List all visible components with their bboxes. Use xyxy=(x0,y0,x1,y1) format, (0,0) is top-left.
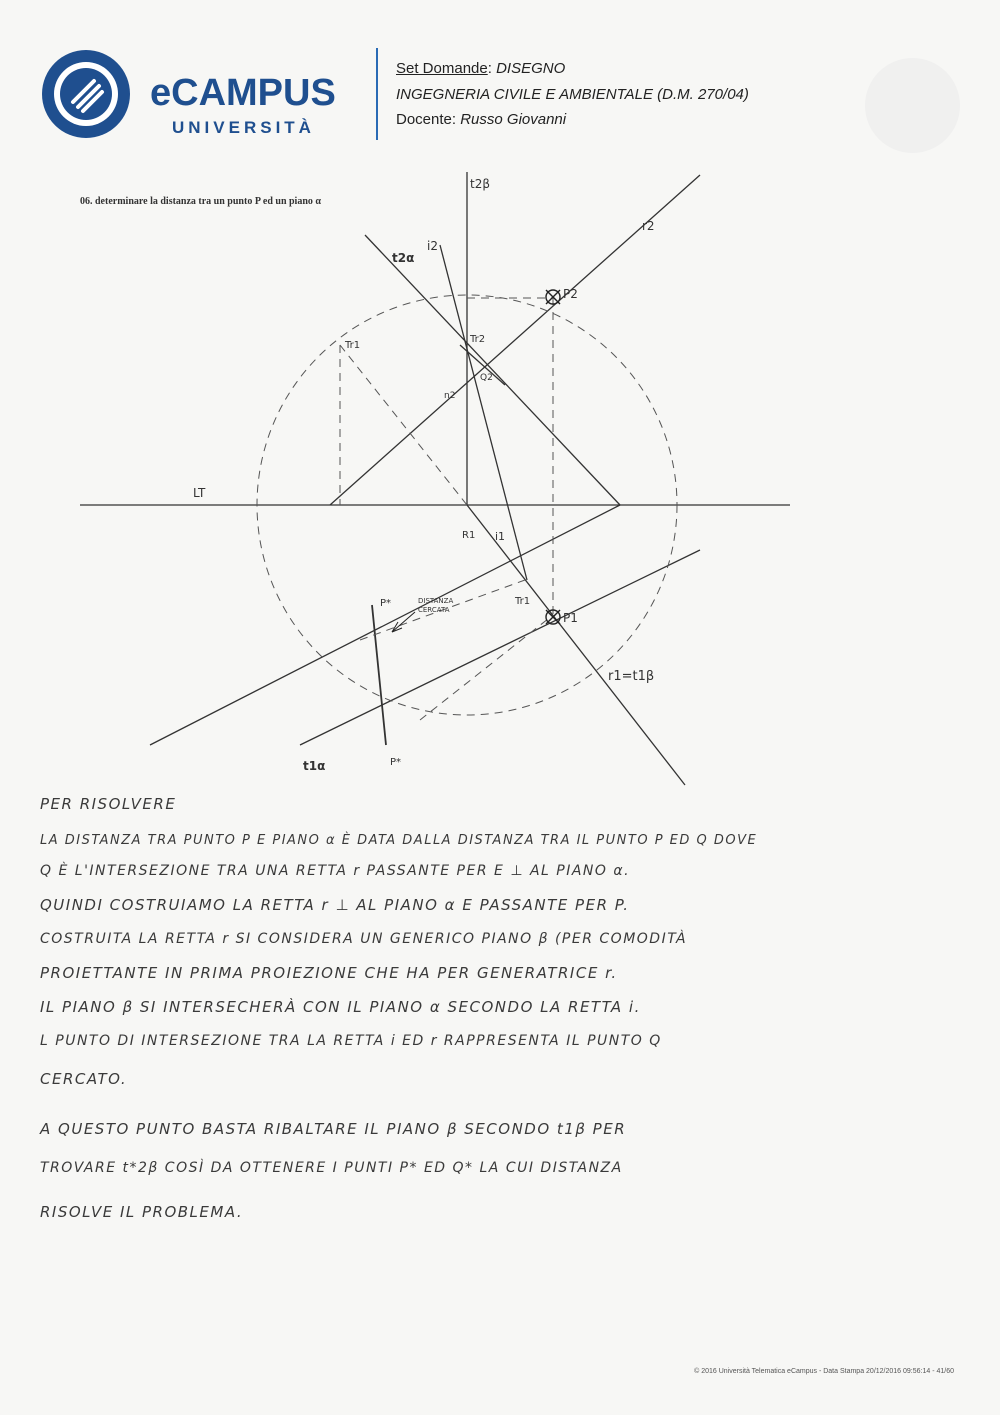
hand-line-1: LA DISTANZA TRA PUNTO P E PIANO α È DATA DALLA DISTANZA TRA IL PUNTO P ED Q DOVE xyxy=(40,833,758,848)
hand-line-3: QUINDI COSTRUIAMO LA RETTA r ⊥ AL PIANO α E PASSANTE PER P. xyxy=(40,896,630,914)
course-text: INGEGNERIA CIVILE E AMBIENTALE (D.M. 270/04) xyxy=(396,86,749,103)
r1-line xyxy=(467,505,685,785)
tr-rotation xyxy=(340,345,467,505)
label-p2: P2 xyxy=(563,287,578,301)
dashed-link-2 xyxy=(420,615,553,720)
hand-line-11: RISOLVE IL PROBLEMA. xyxy=(40,1203,244,1221)
label-p1: P1 xyxy=(563,611,578,625)
label-p-star: P* xyxy=(380,598,392,609)
parallel-line xyxy=(300,550,700,745)
label-r1-t1b: r1=t1β xyxy=(608,669,655,684)
hand-line-5: PROIETTANTE IN PRIMA PROIEZIONE CHE HA PER GENERATRICE r. xyxy=(40,964,618,982)
hand-line-4: COSTRUITA LA RETTA r SI CONSIDERA UN GENERICO PIANO β (PER COMODITÀ xyxy=(40,931,688,947)
label-p-star-low: P* xyxy=(390,757,402,768)
label-i2: i2 xyxy=(427,239,438,253)
set-label: Set Domande xyxy=(396,60,488,77)
hand-line-7: L PUNTO DI INTERSEZIONE TRA LA RETTA i ED r RAPPRESENTA IL PUNTO Q xyxy=(40,1033,662,1049)
hand-line-2: Q È L'INTERSEZIONE TRA UNA RETTA r PASSANTE PER E ⊥ AL PIANO α. xyxy=(40,863,631,879)
hand-line-10: TROVARE t*2β COSÌ DA OTTENERE I PUNTI P* ED Q* LA CUI DISTANZA xyxy=(40,1160,623,1176)
label-tr2: Tr2 xyxy=(470,334,486,345)
i2-line xyxy=(440,245,527,580)
t1alpha-line xyxy=(150,505,620,745)
label-distance-2: CERCATA xyxy=(418,606,450,614)
teacher-value: Russo Giovanni xyxy=(460,111,567,128)
hand-line-9: A QUESTO PUNTO BASTA RIBALTARE IL PIANO β SECONDO t1β PER xyxy=(40,1120,627,1138)
hand-line-8: CERCATO. xyxy=(40,1070,128,1088)
label-r1-small: R1 xyxy=(462,530,476,541)
question-text: 06. determinare la distanza tra un punto P ed un piano α xyxy=(80,196,321,207)
label-tr1: Tr1 xyxy=(345,340,361,351)
print-footer: © 2016 Università Telematica eCampus - Data Stampa 20/12/2016 09:56:14 - 41/60 xyxy=(694,1368,954,1375)
teacher-label: Docente: xyxy=(396,111,457,128)
label-t2a: t2α xyxy=(392,251,415,265)
set-domande: Set Domande: DISEGNO xyxy=(396,60,566,77)
hand-line-6: IL PIANO β SI INTERSECHERÀ CON IL PIANO α SECONDO LA RETTA i. xyxy=(40,998,641,1016)
brand-subtitle: UNIVERSITÀ xyxy=(172,118,315,137)
label-i1: i1 xyxy=(495,530,506,543)
label-n2: n2 xyxy=(444,391,456,401)
label-tr1-low: Tr1 xyxy=(515,596,531,607)
label-lt: LT xyxy=(193,486,206,500)
label-q2: Q2 xyxy=(480,373,493,383)
label-t2b: t2β xyxy=(470,177,490,191)
hand-line-0: PER RISOLVERE xyxy=(40,795,177,813)
label-t1a: t1α xyxy=(303,759,326,773)
label-r2: r2 xyxy=(642,219,655,233)
t2alpha-line xyxy=(365,235,620,505)
label-distance-1: DISTANZA xyxy=(418,597,454,605)
brand-name: eCAMPUS xyxy=(150,72,336,114)
set-value: DISEGNO xyxy=(496,60,566,77)
